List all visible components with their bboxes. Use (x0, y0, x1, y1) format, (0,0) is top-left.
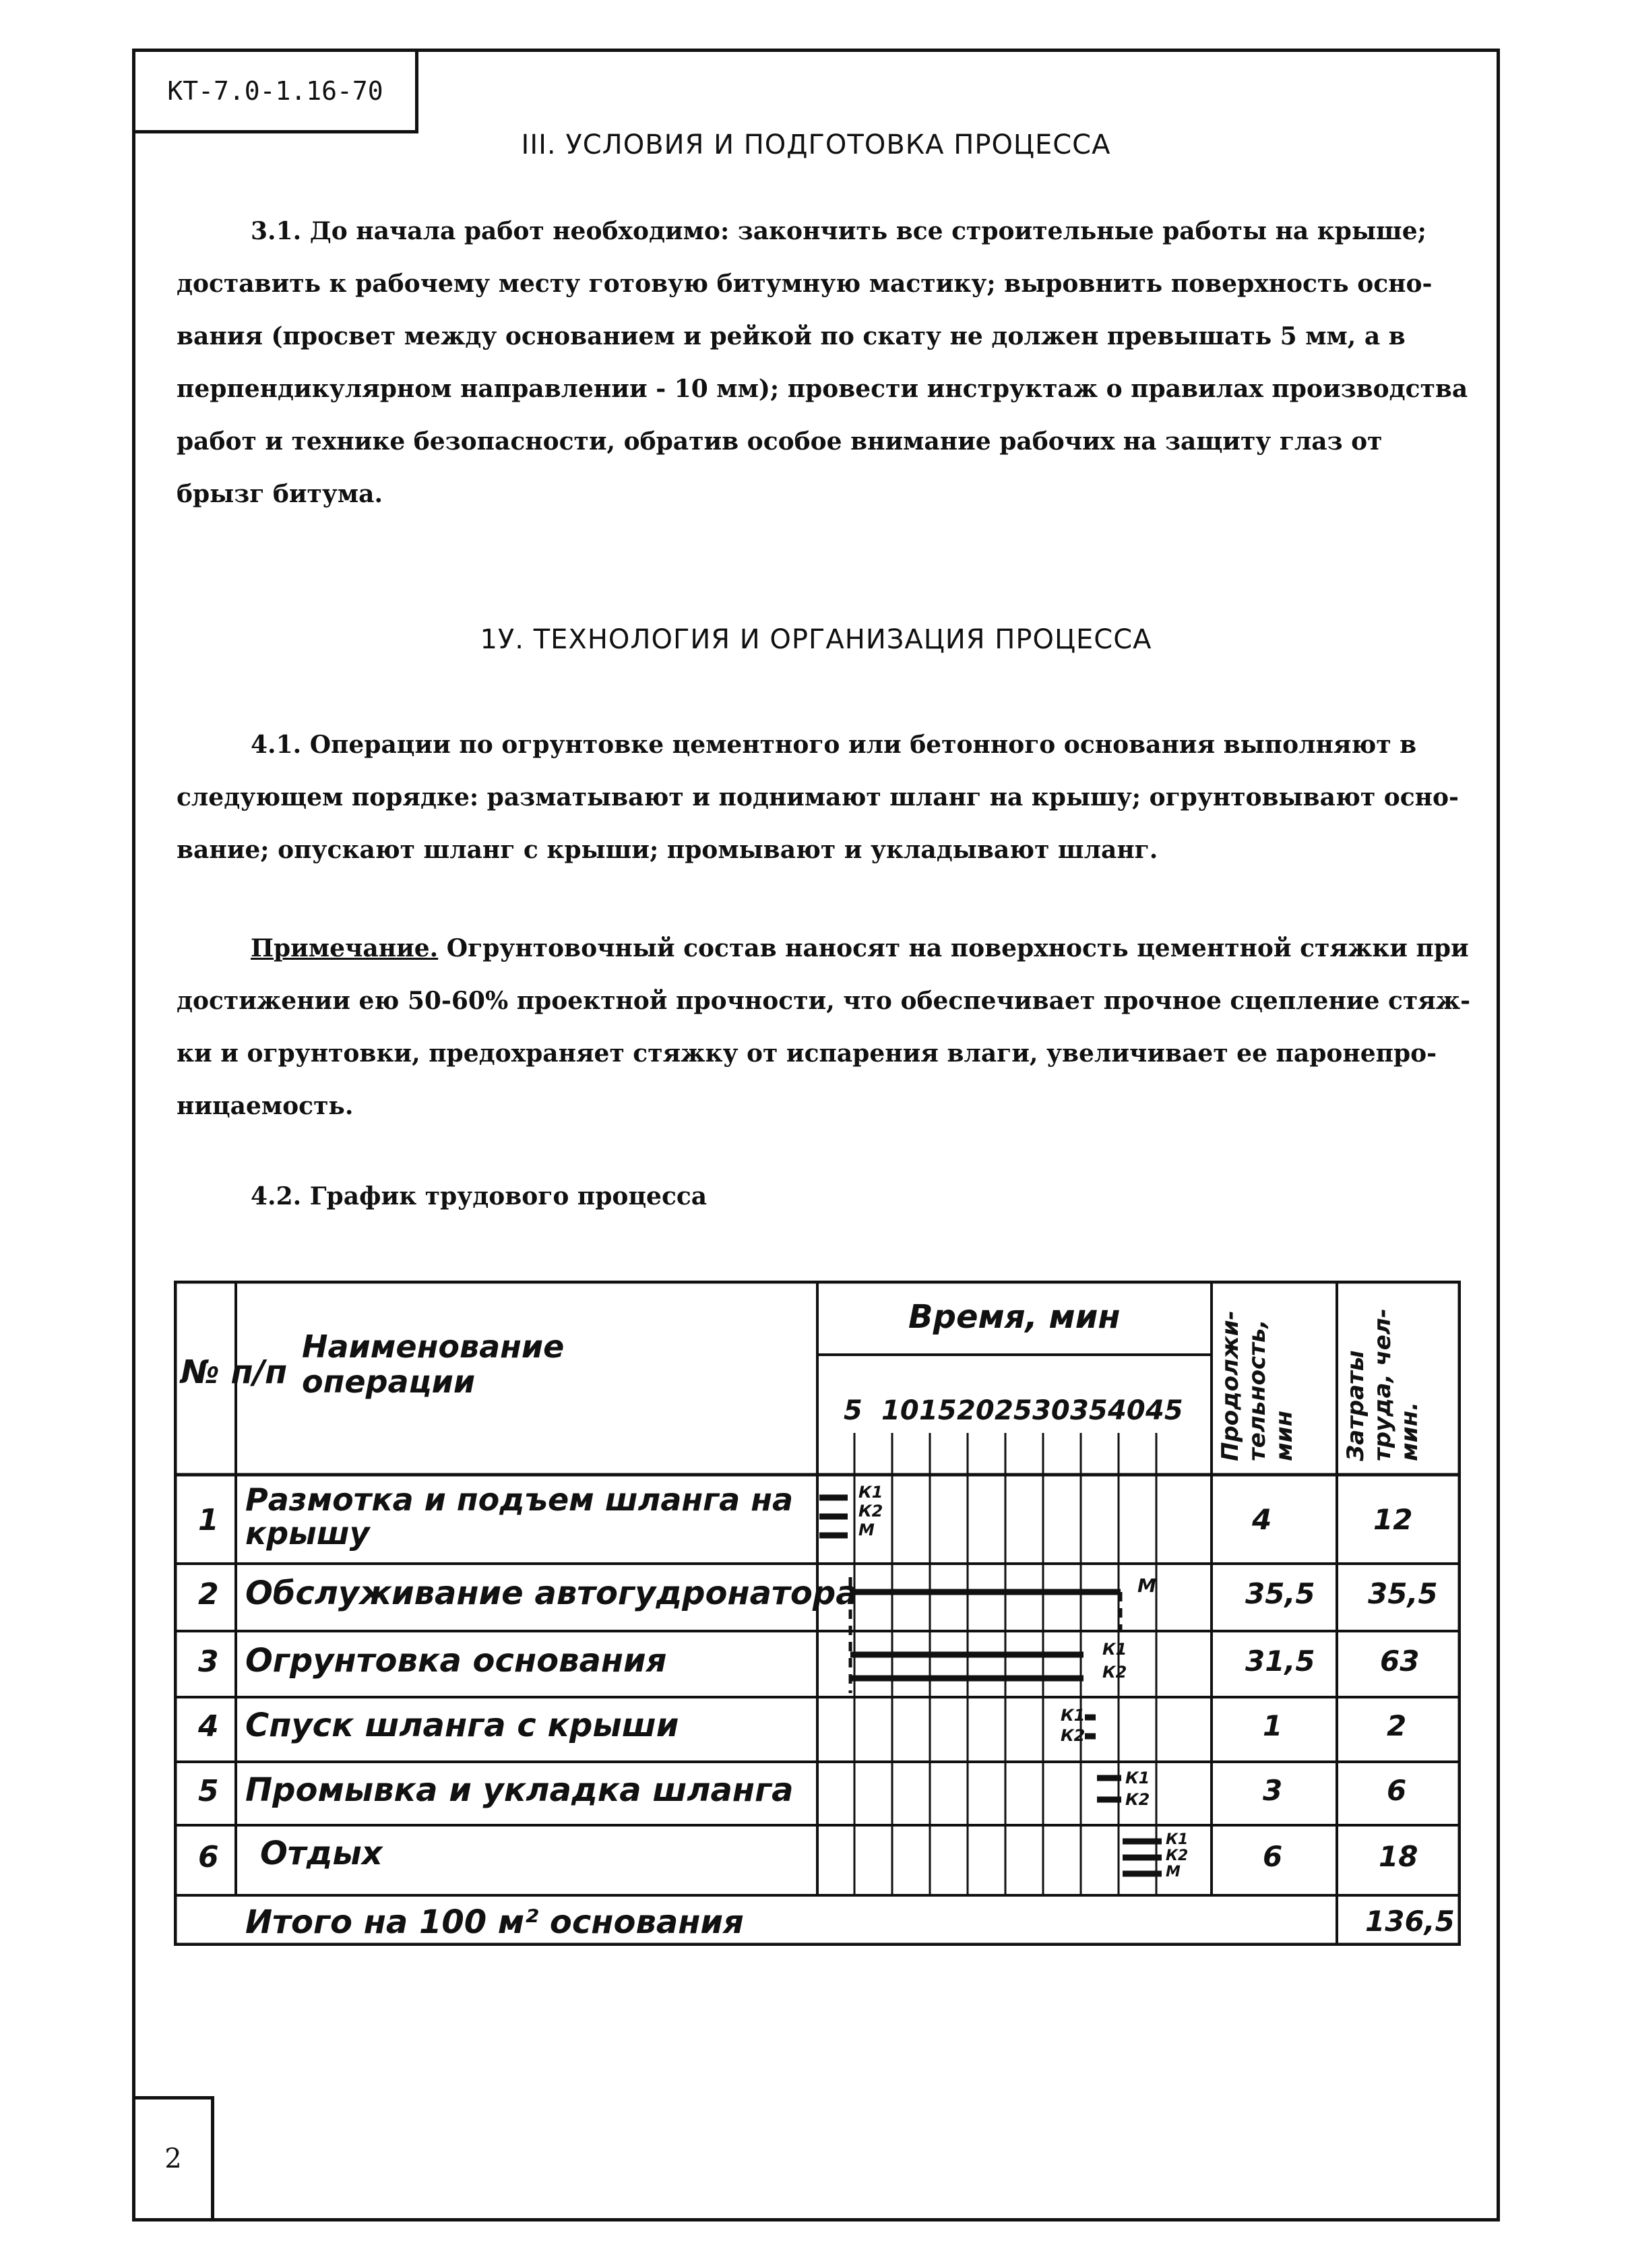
p31-line: 3.1. До начала работ необходимо: закончить все строительные работы на крыше; (251, 217, 1426, 245)
row-labor: 2 (1387, 1709, 1407, 1742)
schedule-caption: 4.2. График трудового процесса (251, 1182, 708, 1210)
labor-schedule-table (174, 1281, 1461, 1946)
p31-line: брызг битума. (177, 480, 383, 508)
time-tick-label: 35 (1070, 1395, 1108, 1426)
header-duration: Продолжи-тельность, мин (1217, 1310, 1298, 1461)
header-labor: Затраты труда, чел-мин. (1342, 1308, 1423, 1461)
header-time: Время, мин (908, 1298, 1121, 1336)
row-labor: 63 (1380, 1645, 1420, 1678)
note-line: ницаемость. (177, 1092, 354, 1120)
row-operation: Размотка и подъем шланга на крышу (245, 1481, 794, 1552)
section-3-title: III. УСЛОВИЯ И ПОДГОТОВКА ПРОЦЕССА (521, 129, 1111, 160)
row-operation: Промывка и укладка шланга (245, 1771, 794, 1809)
row-operation: Огрунтовка основания (245, 1642, 667, 1680)
row-duration: 35,5 (1245, 1577, 1315, 1610)
page-number: 2 (132, 2096, 214, 2221)
row-duration: 4 (1252, 1503, 1272, 1536)
row-number: 2 (198, 1577, 219, 1612)
row-labor: 12 (1373, 1503, 1413, 1536)
row-operation: Отдых (260, 1835, 383, 1872)
note-line: достижении ею 50-60% проектной прочности, что обеспечивает прочное сцепление стяж- (177, 987, 1471, 1015)
time-tick-label: 40 (1108, 1395, 1145, 1426)
row-number: 4 (198, 1709, 219, 1744)
time-tick-label: 5 (844, 1395, 862, 1426)
total-label: Итого на 100 м² основания (245, 1903, 744, 1941)
p31-line: перпендикулярном направлении - 10 мм); провести инструктаж о правилах производства (177, 375, 1468, 403)
note-line: Огрунтовочный состав наносят на поверхность цементной стяжки при (438, 934, 1469, 962)
row-operation: Спуск шланга с крыши (245, 1707, 679, 1744)
time-tick-label: 30 (1032, 1395, 1070, 1426)
time-tick-label: 20 (957, 1395, 995, 1426)
note-paragraph (177, 922, 1484, 1132)
row-labor: 6 (1387, 1774, 1407, 1807)
worker-mark: К1 К2 (1125, 1769, 1150, 1809)
worker-mark: К1 К2 М (858, 1483, 883, 1539)
row-duration: 1 (1263, 1709, 1283, 1742)
section-4-title: 1У. ТЕХНОЛОГИЯ И ОРГАНИЗАЦИЯ ПРОЦЕССА (480, 624, 1152, 655)
time-tick-label: 45 (1145, 1395, 1183, 1426)
worker-mark: К1 К2 (1061, 1706, 1086, 1745)
worker-mark: К1 К2 М (1166, 1831, 1189, 1880)
note-label: Примечание. (251, 934, 439, 962)
note-line: ки и огрунтовки, предохраняет стяжку от испарения влаги, увеличивает ее паронепро- (177, 1039, 1437, 1068)
worker-mark: К1 К2 (1102, 1640, 1127, 1682)
header-number: № п/п (181, 1353, 288, 1391)
p31-line: работ и технике безопасности, обратив особое внимание рабочих на защиту глаз от (177, 427, 1383, 456)
time-tick-label: 25 (995, 1395, 1032, 1426)
time-tick-label: 10 (881, 1395, 919, 1426)
paragraph-4-1 (177, 718, 1484, 876)
p41-line: вание; опускают шланг с крыши; промывают и укладывают шланг. (177, 836, 1158, 864)
row-duration: 3 (1263, 1774, 1283, 1807)
row-duration: 31,5 (1245, 1645, 1315, 1678)
row-number: 5 (198, 1774, 219, 1808)
row-number: 1 (198, 1503, 219, 1537)
row-operation: Обслуживание автогудронатора (245, 1574, 858, 1612)
document-code: КТ-7.0-1.16-70 (132, 49, 418, 133)
header-operation: Наименование операции (302, 1328, 565, 1400)
row-labor: 35,5 (1368, 1577, 1438, 1610)
total-labor: 136,5 (1365, 1905, 1455, 1938)
time-tick-label: 15 (919, 1395, 957, 1426)
p41-line: следующем порядке: разматывают и поднимают шланг на крышу; огрунтовывают осно- (177, 783, 1459, 811)
p31-line: доставить к рабочему месту готовую битумную мастику; выровнить поверхность осно- (177, 270, 1433, 298)
row-duration: 6 (1263, 1840, 1283, 1873)
worker-mark: М (1137, 1574, 1156, 1597)
paragraph-3-1 (177, 205, 1484, 520)
p31-line: вания (просвет между основанием и рейкой по скату не должен превышать 5 мм, а в (177, 322, 1406, 350)
row-labor: 18 (1379, 1840, 1418, 1873)
row-number: 3 (198, 1645, 219, 1679)
p41-line: 4.1. Операции по огрунтовке цементного или бетонного основания выполняют в (251, 731, 1417, 759)
row-number: 6 (198, 1840, 219, 1874)
